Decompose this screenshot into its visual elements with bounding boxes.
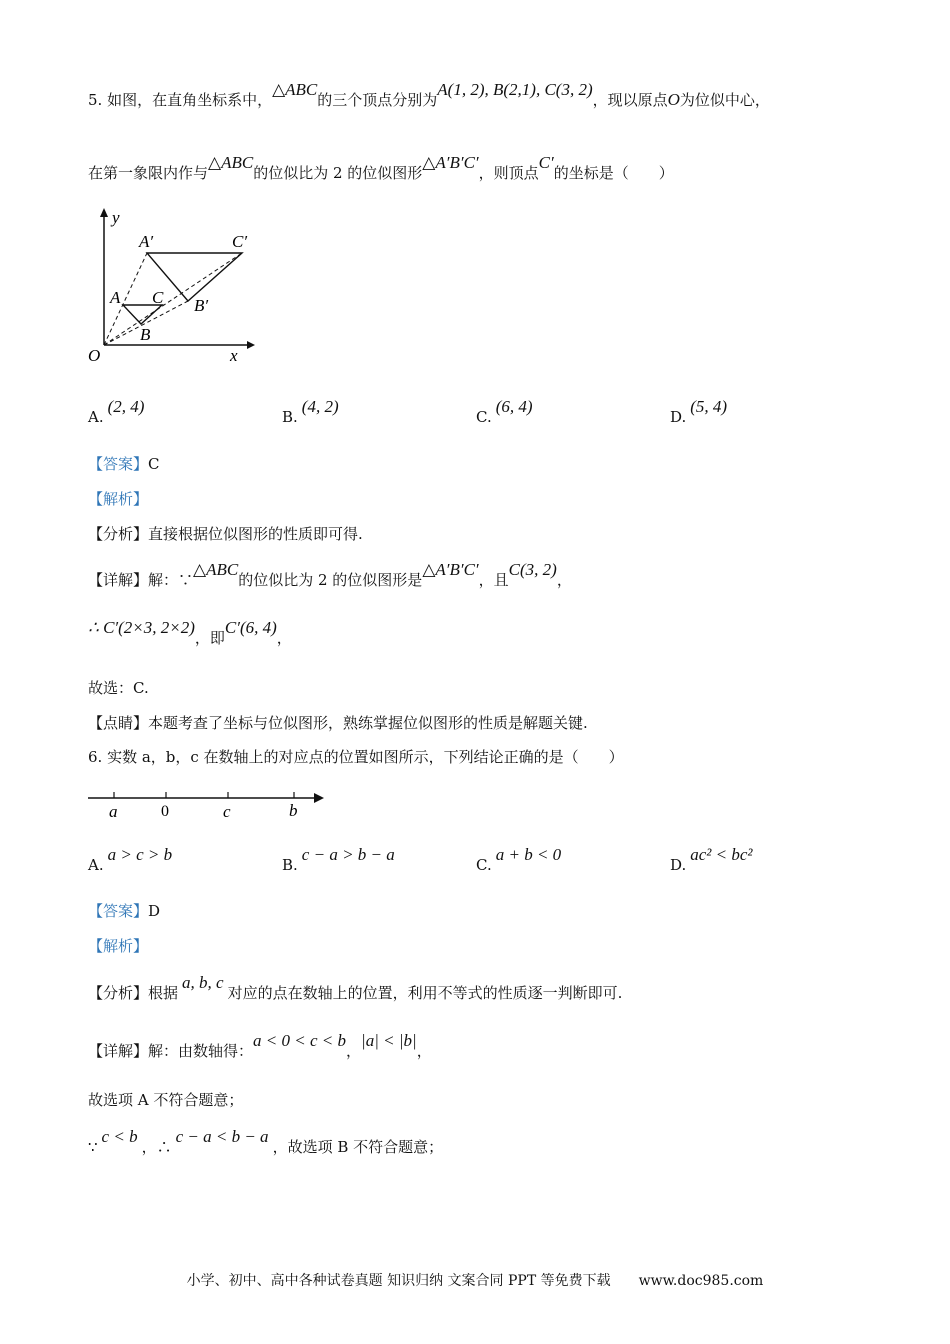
- label-c: C: [152, 288, 164, 307]
- analysis-tag: 【解析】: [88, 490, 149, 508]
- q5-option-d[interactable]: [670, 397, 728, 427]
- option-letter: A.: [88, 408, 104, 426]
- q5-coordinate-figure: [82, 205, 272, 375]
- text: 根据: [148, 984, 179, 1002]
- xiangjie-tag: 【详解】: [88, 1042, 149, 1060]
- option-letter: A.: [88, 856, 104, 874]
- q5-xiangjie-line1: [88, 560, 572, 590]
- option-value: (6, 4): [495, 397, 533, 416]
- answer-tag: 【答案】: [88, 455, 149, 473]
- label-c-prime: C′: [232, 232, 248, 251]
- math-triangle-abc: △ABC: [193, 560, 239, 579]
- triangle-abc: [123, 305, 162, 324]
- label-b-prime: B′: [194, 296, 209, 315]
- label-o: O: [88, 346, 101, 365]
- q6-option-a[interactable]: [88, 845, 173, 875]
- q5-analysis-heading: [88, 489, 148, 509]
- math-abs: |a| < |b|: [361, 1031, 417, 1050]
- q5-option-b[interactable]: [282, 397, 339, 427]
- text: ，: [346, 1042, 362, 1060]
- q5-stem-line1: [88, 80, 770, 110]
- math-triangle-abc: △ABC: [208, 153, 254, 172]
- q5-guxuan: 故选：C.: [88, 679, 149, 697]
- q5-xiangjie-line2: [88, 618, 292, 648]
- text: ，且: [478, 571, 509, 589]
- text: ，: [556, 571, 572, 589]
- q6-option-b[interactable]: [282, 845, 395, 875]
- option-value: a > c > b: [107, 845, 173, 864]
- q6-analysis-heading: [88, 936, 148, 956]
- math-c-prime-result: C′(6, 4): [224, 618, 277, 637]
- math-points: A(1, 2), B(2,1), C(3, 2): [437, 80, 593, 99]
- q6-line-a: 故选项 A 不符合题意；: [88, 1091, 244, 1109]
- math-c-prime-calc: ∴ C′(2×3, 2×2): [88, 618, 195, 637]
- fenxi-tag: 【分析】: [88, 525, 149, 543]
- q5-fenxi: [88, 524, 363, 544]
- label-y: y: [112, 208, 120, 227]
- text: ，: [416, 1042, 432, 1060]
- q6-line-b: [88, 1127, 444, 1157]
- option-letter: C.: [476, 408, 492, 426]
- q6-stem: 6. 实数 a，b，c 在数轴上的对应点的位置如图所示，下列结论正确的是（ ）: [88, 748, 624, 766]
- math-c-prime: C′: [538, 153, 554, 172]
- option-letter: D.: [670, 408, 687, 426]
- math-order: a < 0 < c < b: [253, 1031, 346, 1050]
- text: ，: [276, 629, 292, 647]
- analysis-tag: 【解析】: [88, 937, 149, 955]
- option-value: a + b < 0: [495, 845, 562, 864]
- text: 的三个顶点分别为: [317, 91, 438, 109]
- dianjing-text: 本题考查了坐标与位似图形，熟练掌握位似图形的性质是解题关键.: [148, 714, 588, 732]
- option-letter: D.: [670, 856, 687, 874]
- option-letter: B.: [282, 856, 298, 874]
- ray-oc: [104, 253, 242, 345]
- because-symbol: ∵: [88, 1138, 98, 1156]
- text: 的坐标是（ ）: [553, 164, 674, 182]
- label-b: B: [140, 325, 151, 344]
- text: ，则顶点: [478, 164, 539, 182]
- text: ，即: [194, 629, 225, 647]
- text: 的位似比为 2 的位似图形: [253, 164, 423, 182]
- option-value: (4, 2): [301, 397, 339, 416]
- q6-option-d[interactable]: [670, 845, 753, 875]
- q5-option-a[interactable]: [88, 397, 145, 427]
- text: ，现以原点: [592, 91, 668, 109]
- math-origin: O: [667, 90, 680, 109]
- label-zero: 0: [161, 803, 169, 820]
- label-c: c: [223, 802, 231, 821]
- q5-stem-line2: [88, 153, 674, 183]
- fenxi-text: 直接根据位似图形的性质即可得.: [148, 525, 363, 543]
- text: 解：由数轴得：: [148, 1042, 254, 1060]
- q6-option-c[interactable]: [476, 845, 562, 875]
- label-a-prime: A′: [139, 232, 154, 251]
- option-value: ac² < bc²: [690, 845, 753, 864]
- therefore-symbol: ，∴: [141, 1138, 172, 1156]
- fenxi-tag: 【分析】: [88, 984, 149, 1002]
- label-b: b: [289, 801, 298, 820]
- option-value: c − a > b − a: [301, 845, 395, 864]
- label-x: x: [230, 346, 238, 365]
- text: 在第一象限内作与: [88, 164, 209, 182]
- text: 为位似中心，: [679, 91, 770, 109]
- q6-fenxi: [88, 973, 623, 1003]
- q6-answer: [88, 901, 160, 921]
- math-diff: c − a < b − a: [175, 1127, 269, 1146]
- q5-option-c[interactable]: [476, 397, 533, 427]
- q6-number-line: [86, 785, 331, 825]
- y-axis-arrow: [100, 208, 108, 217]
- math-c-point: C(3, 2): [508, 560, 557, 579]
- dianjing-tag: 【点睛】: [88, 714, 149, 732]
- number-line-arrow: [314, 793, 324, 803]
- answer-tag: 【答案】: [88, 902, 149, 920]
- xiangjie-tag: 【详解】: [88, 571, 149, 589]
- answer-text: D: [148, 902, 161, 920]
- math-triangle-abc: △ABC: [272, 80, 318, 99]
- text: 对应的点在数轴上的位置，利用不等式的性质逐一判断即可.: [227, 984, 623, 1002]
- option-value: (2, 4): [107, 397, 145, 416]
- math-c-lt-b: c < b: [101, 1127, 138, 1146]
- q5-answer: [88, 454, 160, 474]
- text: ，故选项 B 不符合题意；: [272, 1138, 444, 1156]
- text: 的位似比为 2 的位似图形是: [238, 571, 423, 589]
- option-value: (5, 4): [690, 397, 728, 416]
- page-footer: 小学、初中、高中各种试卷真题 知识归纳 文案合同 PPT 等免费下载 www.doc985.com: [186, 1273, 764, 1289]
- math-abc: a, b, c: [182, 973, 224, 992]
- text: 解：∵: [148, 571, 194, 589]
- text: 5. 如图，在直角坐标系中，: [88, 91, 273, 109]
- option-letter: C.: [476, 856, 492, 874]
- label-a: a: [109, 802, 118, 821]
- math-triangle-prime: △A′B′C′: [422, 560, 479, 579]
- math-triangle-a-b-c-prime: △A′B′C′: [422, 153, 479, 172]
- answer-text: C: [148, 455, 160, 473]
- q6-xiangjie: [88, 1031, 432, 1061]
- q5-dianjing: [88, 713, 588, 733]
- label-a: A: [110, 288, 121, 307]
- x-axis-arrow: [247, 341, 255, 349]
- option-letter: B.: [282, 408, 298, 426]
